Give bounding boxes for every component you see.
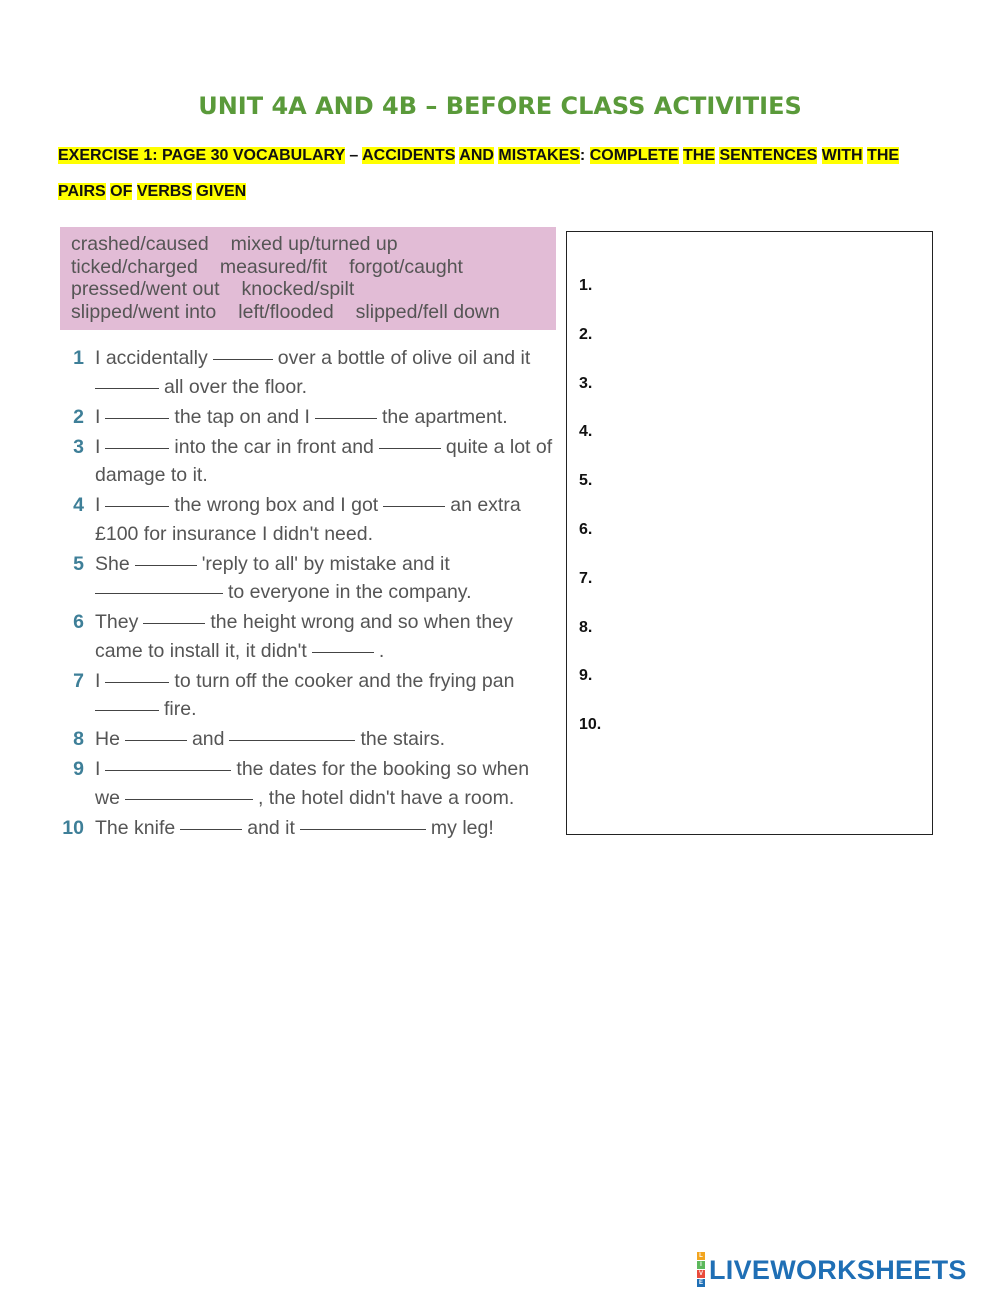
verb-pair: forgot/caught [349,255,463,278]
sentence-text: into the car in front and [174,435,374,458]
blank [300,828,426,830]
answer-line[interactable]: 7. [579,569,593,587]
instruction-word: OF [110,183,133,200]
blank [95,387,159,389]
blank [105,505,169,507]
sentence-text: the height wrong and so when they [210,611,513,633]
instruction-word: THE [683,147,716,164]
sentence-number: 1 [73,347,84,369]
sentence-8 [60,725,560,754]
sentence-text: I [95,435,101,458]
sentence-text: He [95,728,120,750]
blank [135,564,197,566]
word-row [71,278,556,301]
sentence-text: the dates for the booking so when [236,758,530,780]
sentence-text: to turn off the cooker and the frying pan [174,669,515,692]
sentence-text: , the hotel didn't have a room. [257,786,515,809]
answer-line[interactable]: 2. [579,325,593,343]
blank [312,651,374,653]
blank [180,828,242,830]
sentence-text: I [95,758,101,780]
sentence-text: an extra [450,494,521,516]
sentence-text: I [95,405,101,428]
verb-pair: measured/fit [219,255,328,278]
sentence-text: quite a lot of [445,435,553,458]
word-row [71,301,556,324]
verb-pair: ticked/charged [71,255,198,278]
word-row [71,256,556,279]
blank [125,798,253,800]
sentence-text: the wrong box and I got [174,494,379,516]
instruction-word: PAIRS [58,183,106,200]
sentence-number: 6 [73,611,84,633]
blank [105,769,231,771]
sentence-6 [60,608,560,665]
sentence-text: £100 for insurance I didn't need. [95,522,373,545]
topic-word: ACCIDENTS [362,147,456,164]
sentence-text: to everyone in the company. [228,581,472,603]
instruction-word: SENTENCES [719,147,818,164]
exercise-label: EXERCISE 1: PAGE 30 VOCABULARY [58,147,345,164]
verb-pair: mixed up/turned up [230,233,398,255]
sentence-text: 'reply to all' by mistake and it [201,552,450,575]
instruction-word: WITH [821,147,863,164]
instruction-word: THE [867,147,900,164]
answer-line[interactable]: 1. [579,277,593,294]
answer-list [579,276,601,764]
logo-cube: V [698,1271,703,1277]
sentence-number: 2 [73,405,84,428]
blank [143,622,205,624]
sentence-text: I accidentally [95,347,208,369]
sentence-text: came to install it, it didn't [95,639,307,662]
sentence-9 [60,755,560,812]
answer-line[interactable]: 8. [579,618,593,636]
sentence-text: the tap on and I [174,405,310,428]
sentence-text: I [95,494,101,516]
blank [315,417,377,419]
sentence-3 [60,433,560,490]
sentence-text: I [95,669,101,692]
sentence-text: They [95,611,139,633]
blank [105,681,169,683]
sentence-text: and [191,728,225,750]
logo-cube: I [697,1261,705,1269]
sentence-7 [60,667,560,724]
instruction-word: GIVEN [196,183,247,200]
sentence-text: fire. [164,698,197,720]
sentence-text: over a bottle of olive oil and it [277,347,531,369]
sentence-number: 7 [73,669,84,692]
verb-pair: crashed/caused [71,233,209,255]
verb-pair: slipped/fell down [355,300,500,323]
verb-pair: pressed/went out [71,278,220,300]
sentence-list [60,344,560,844]
sentence-number: 4 [73,494,84,516]
logo-cubes-icon [697,1252,705,1288]
verb-pair: left/flooded [238,300,334,323]
verb-pair: knocked/spilt [241,278,355,300]
page-title: UNIT 4A AND 4B – BEFORE CLASS ACTIVITIES [198,92,802,120]
answer-box[interactable] [566,231,933,835]
sentence-1 [60,344,560,401]
sentence-text: the stairs. [360,728,446,750]
blank [95,592,223,594]
answer-line[interactable]: 3. [579,374,593,392]
blank [213,358,273,360]
sentence-number: 3 [73,435,84,458]
blank [229,739,355,741]
sentence-text: the apartment. [381,405,508,428]
dash: – [344,147,363,164]
exercise-instructions [58,138,938,210]
sentence-text: . [378,639,385,662]
sentence-text: we [95,786,120,809]
sentence-number: 8 [73,728,84,750]
sentence-2 [60,403,560,432]
blank [125,739,187,741]
topic-word: AND [459,147,494,164]
sentence-number: 5 [73,552,84,575]
blank [105,447,169,449]
blank [383,505,445,507]
logo-text: LIVEWORKSHEETS [709,1254,967,1285]
answer-line[interactable]: 10. [579,716,602,734]
logo-cube: E [698,1280,703,1286]
answer-line[interactable]: 9. [579,667,593,685]
verb-pair: slipped/went into [71,300,217,323]
sentence-text: The knife [95,816,176,839]
instruction-word: COMPLETE [589,147,679,164]
word-box [60,227,556,330]
answer-line[interactable]: 4. [579,423,593,441]
sentence-text: She [95,552,130,575]
sentence-text: all over the floor. [164,375,308,398]
logo-cube: L [697,1252,705,1260]
liveworksheets-logo [697,1252,967,1288]
answer-line[interactable]: 6. [579,520,593,538]
sentence-10 [60,814,560,843]
sentence-text: damage to it. [95,464,208,486]
instruction-word: VERBS [136,183,192,200]
blank [105,417,169,419]
sentence-text: and it [247,816,295,839]
sentence-text: my leg! [430,816,494,839]
sentence-5 [60,550,560,607]
blank [95,709,159,711]
blank [379,447,441,449]
sentence-number: 10 [62,816,84,839]
sentence-number: 9 [73,758,84,780]
answer-line[interactable]: 5. [579,472,593,490]
word-row [71,233,556,256]
colon: : [579,147,586,164]
sentence-4 [60,491,560,548]
topic-word: MISTAKES [498,147,580,164]
